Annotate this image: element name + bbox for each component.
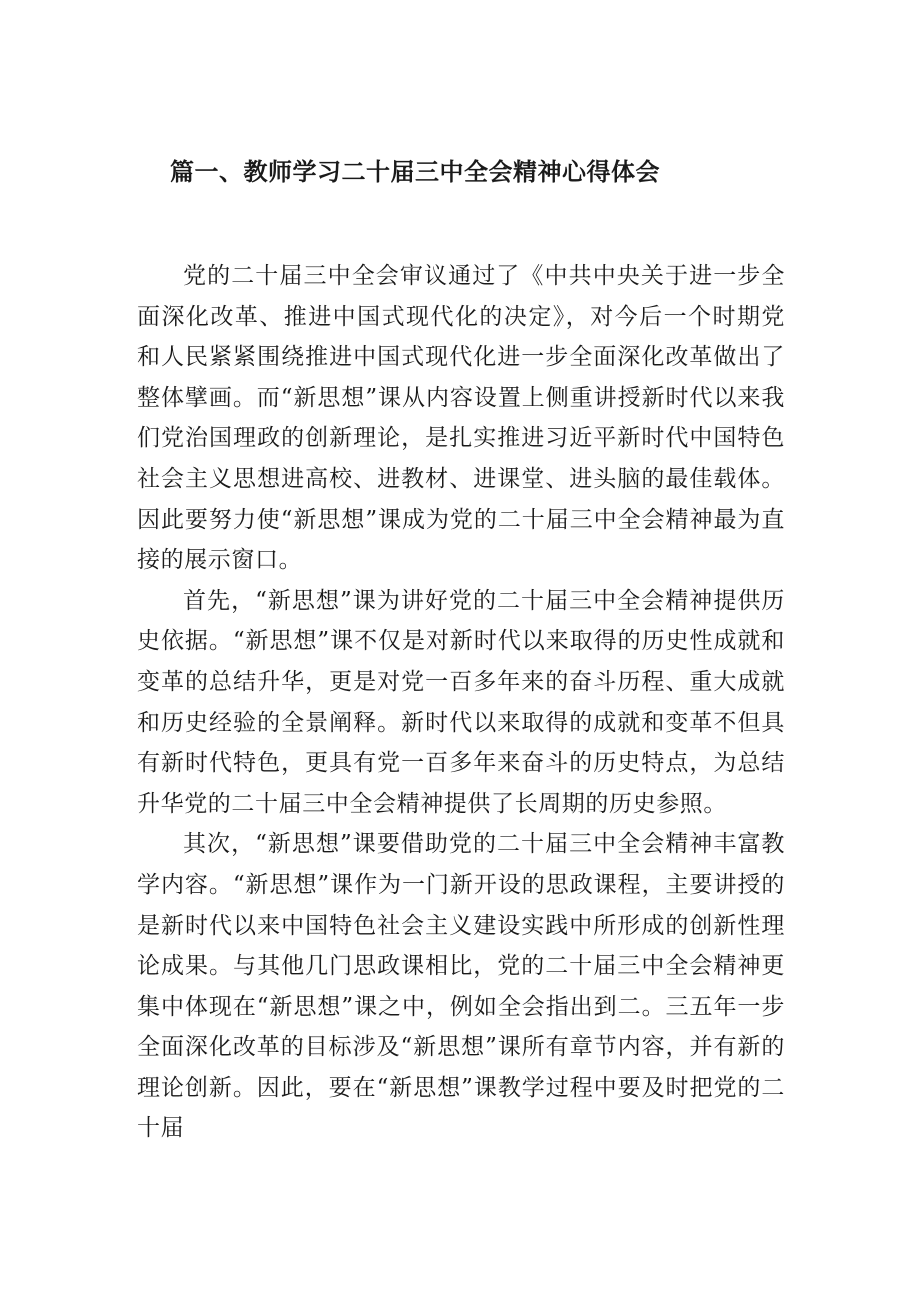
paragraph-first: 首先，“新思想”课为讲好党的二十届三中全会精神提供历史依据。“新思想”课不仅是对新时代以来取得的历史性成就和变革的总结升华，更是对党一百多年来的奋斗历程、重大成就和历史经验的全景阐释。新时代以来取得的成就和变革不但具有新时代特色，更具有党一百多年来奋斗的历史特点，为总结升华党的二十届三中全会精神提供了长周期的历史参照。 bbox=[137, 587, 785, 817]
paragraph-second: 其次，“新思想”课要借助党的二十届三中全会精神丰富教学内容。“新思想”课作为一门新开设的思政课程，主要讲授的是新时代以来中国特色社会主义建设实践中所形成的创新性理论成果。与其他几门思政课相比，党的二十届三中全会精神更集中体现在“新思想”课之中，例如全会指出到二。三五年一步全面深化改革的目标涉及“新思想”课所有章节内容，并有新的理论创新。因此，要在“新思想”课教学过程中要及时把党的二十届 bbox=[137, 831, 785, 1142]
document-body bbox=[137, 256, 785, 1149]
document-title: 篇一、教师学习二十届三中全会精神心得体会 bbox=[170, 158, 660, 186]
paragraph-intro: 党的二十届三中全会审议通过了《中共中央关于进一步全面深化改革、推进中国式现代化的决定》，对今后一个时期党和人民紧紧围绕推进中国式现代化进一步全面深化改革做出了整体擘画。而“新思想”课从内容设置上侧重讲授新时代以来我们党治国理政的创新理论，是扎实推进习近平新时代中国特色社会主义思想进高校、进教材、进课堂、进头脑的最佳载体。因此要努力使“新思想”课成为党的二十届三中全会精神最为直接的展示窗口。 bbox=[137, 263, 785, 574]
